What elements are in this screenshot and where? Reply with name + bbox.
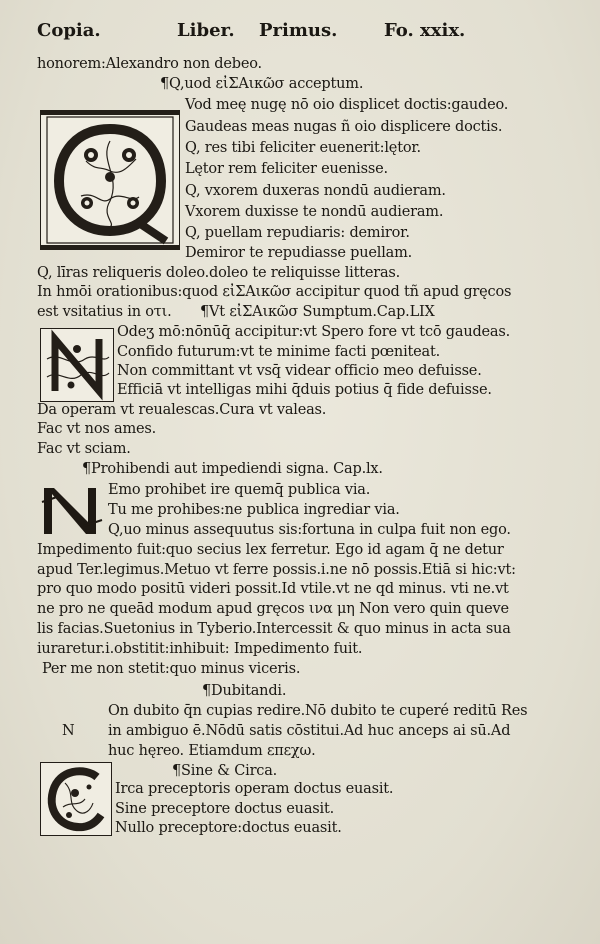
text-line: Q,uo minus assequutus sis:fortuna in culpa fuit non ego. — [108, 522, 511, 538]
text-line: Emo prohibet ire quemq̄ publica via. — [108, 482, 371, 498]
section-heading: ¶Dubitandi. — [202, 683, 287, 699]
decorated-initial-n2 — [40, 482, 104, 538]
header-folio: Fo. xxix. — [384, 20, 466, 41]
text-line: On dubito q̄n cupias redire.Nō dubito te cuperé reditū Res — [108, 703, 528, 719]
decorated-initial-q — [40, 110, 180, 250]
text-line: Fac vt sciam. — [37, 441, 131, 457]
text-line: Q, res tibi feliciter euenerit:lętor. — [185, 140, 421, 156]
floral-initial-icon — [41, 329, 113, 401]
section-heading: ¶Sine & Circa. — [172, 763, 278, 779]
text-line: Vxorem duxisse te nondū audieram. — [185, 204, 444, 220]
header-center: Liber. — [177, 20, 235, 41]
text-line: huc hęreo. Etiamdum επεχω. — [108, 743, 316, 759]
text-line: Non committant vt vsq̄ videar officio meo defuisse. — [117, 363, 482, 379]
text-line: In hmōi orationibus:quod εἰΣΑικῶσ accipitur quod tñ apud gręcos — [37, 284, 512, 300]
text-line: lis facias.Suetonius in Tyberio.Intercessit & quo minus in acta sua — [37, 621, 511, 637]
text-line: Nullo preceptore:doctus euasit. — [115, 820, 342, 836]
text-line: Irca preceptoris operam doctus euasit. — [115, 781, 394, 797]
text-line: Sine preceptore doctus euasit. — [115, 801, 334, 817]
header-center2: Primus. — [259, 20, 338, 41]
text-line: iuraretur.i.obstitit:inhibuit: Impedimento fuit. — [37, 641, 363, 657]
text-line: Q, līras reliqueris doleo.doleo te reliquisse litteras. — [37, 265, 401, 281]
text-line: Efficiā vt intelligas mihi q̄duis potius q̄ fide defuisse. — [117, 382, 492, 398]
chapter-heading: ¶Vt εἰΣΑικῶσ Sumptum.Cap.LIX — [200, 304, 435, 320]
text-line: Da operam vt reualescas.Cura vt valeas. — [37, 402, 327, 418]
header-left: Copia. — [37, 20, 101, 41]
letter-n-icon — [40, 482, 104, 538]
text-line: Tu me prohibes:ne publica ingrediar via. — [108, 502, 400, 518]
text-line: est vsitatius in oτι. — [37, 304, 172, 320]
text-line: ne pro ne queād modum apud gręcos ινα μη Non vero quin queve — [37, 601, 509, 617]
text-line: Demiror te repudiasse puellam. — [185, 245, 413, 261]
chapter-heading: ¶Prohibendi aut impediendi signa. Cap.lx. — [82, 461, 383, 477]
text-line: Fac vt nos ames. — [37, 421, 157, 437]
text-line: Confido futurum:vt te minime facti pœniteat. — [117, 344, 441, 360]
floral-initial-icon — [41, 111, 179, 249]
text-line: apud Ter.legimus.Metuo vt ferre possis.i.ne nō possis.Etiā si hic:vt: — [37, 562, 516, 578]
decorated-initial-c — [40, 762, 112, 836]
decorated-initial-n — [40, 328, 114, 402]
text-line: Impedimento fuit:quo secius lex ferretur. Ego id agam q̄ ne detur — [37, 542, 504, 558]
rubric-line: ¶Q,uod εἰΣΑικῶσ acceptum. — [160, 76, 364, 92]
text-line: in ambiguo ē.Nōdū satis cōstitui.Ad huc anceps ai sū.Ad — [108, 723, 511, 739]
text-line: Per me non stetit:quo minus viceris. — [42, 661, 301, 677]
floral-initial-icon — [41, 763, 111, 835]
text-line: Q, puellam repudiaris: demiror. — [185, 225, 410, 241]
text-line: Vod meę nugę nō oio displicet doctis:gaudeo. — [185, 97, 509, 113]
text-line: pro quo modo positū videri possit.Id vtile.vt ne qd minus. vti ne.vt — [37, 581, 509, 597]
text-line: Gaudeas meas nugas ñ oio displicere doctis. — [185, 119, 503, 135]
text-line: Q, vxorem duxeras nondū audieram. — [185, 183, 446, 199]
guide-letter: N — [62, 723, 75, 739]
text-line: Odeʒ mō:nōnūq̄ accipitur:vt Spero fore vt tcō gaudeas. — [117, 324, 511, 340]
text-line: Lętor rem feliciter euenisse. — [185, 161, 388, 177]
text-line: honorem:Alexandro non debeo. — [37, 56, 262, 72]
